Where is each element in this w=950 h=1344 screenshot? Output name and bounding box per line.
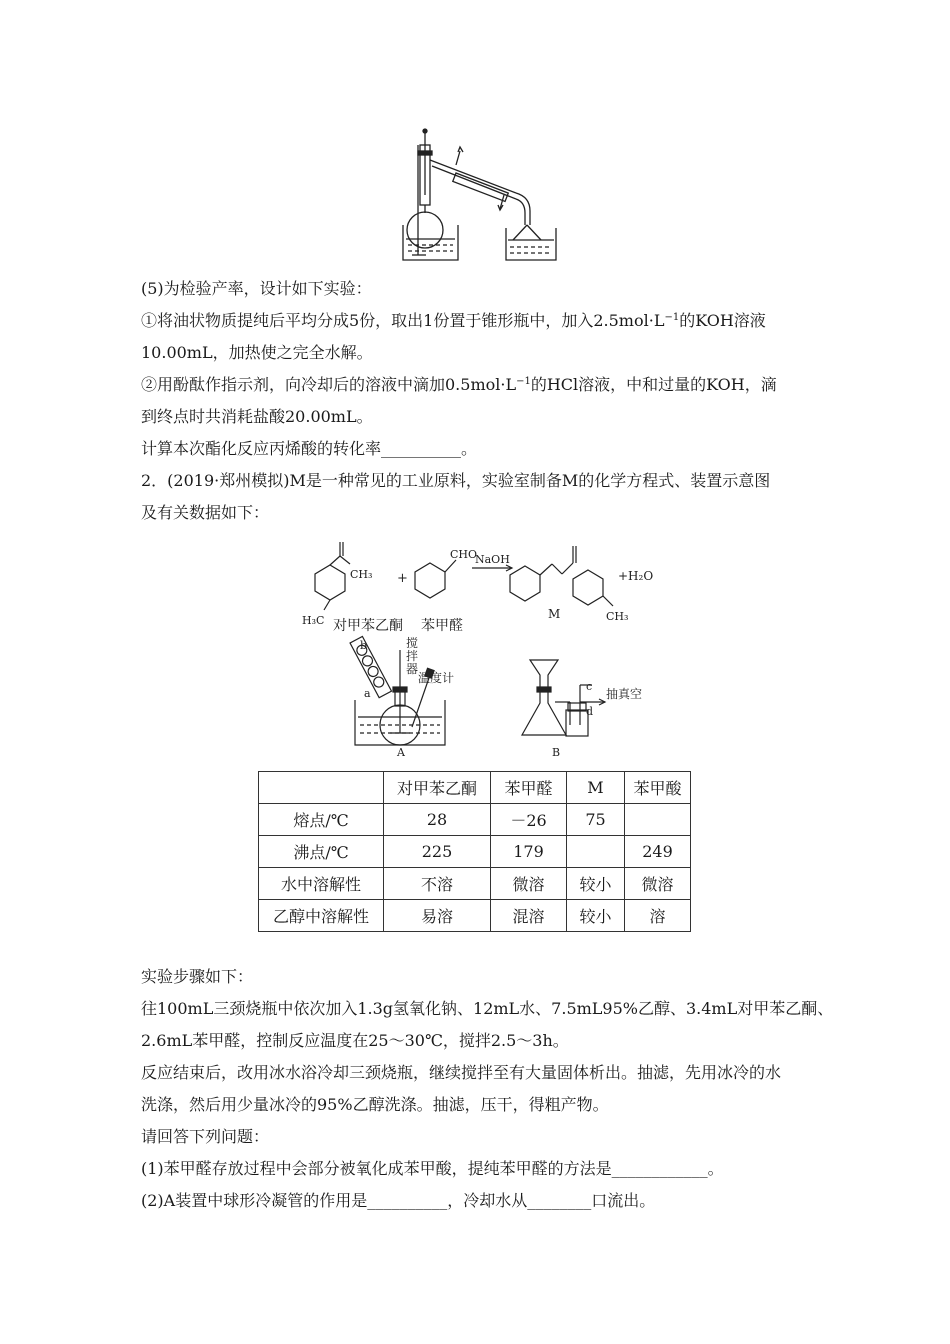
table-cell: 水中溶解性	[259, 868, 384, 900]
table-header-cell	[259, 772, 384, 804]
section5-question: 计算本次酯化反应丙烯酸的转化率__________。	[141, 439, 478, 458]
reactant2-cho: CHO	[450, 548, 478, 561]
table-cell: 沸点/℃	[259, 836, 384, 868]
properties-table	[258, 771, 691, 932]
step1-text-a: ①将油状物质提纯后平均分成5份，取出1份置于锥形瓶中，加入2.5mol·L	[141, 311, 665, 330]
reagent-naoh: NaOH	[475, 553, 510, 566]
table-cell: 不溶	[384, 868, 491, 900]
label-b: b	[360, 639, 368, 652]
procedure-heading: 实验步骤如下：	[141, 967, 254, 986]
procedure-line3: 反应结束后，改用冰水浴冷却三颈烧瓶，继续搅拌至有大量固体析出。抽滤，先用冰冷的水	[141, 1063, 782, 1082]
thermometer-label: 温度计	[418, 671, 455, 685]
procedure-line5: 请回答下列问题：	[141, 1127, 270, 1146]
table-header-row	[259, 772, 691, 804]
plus-sign: +	[397, 571, 408, 586]
apparatus-ab-figure	[330, 635, 660, 760]
label-d: d	[586, 705, 594, 718]
step2-superscript: −1	[516, 376, 531, 387]
table-row	[259, 900, 691, 932]
label-a: a	[364, 687, 371, 700]
problem2-intro-line2: 及有关数据如下：	[141, 503, 270, 522]
table-cell: 熔点/℃	[259, 804, 384, 836]
step1-superscript: −1	[664, 312, 680, 323]
step2-text-b: 的HCl溶液，中和过量的KOH，滴	[530, 375, 777, 394]
table-header-cell: 对甲苯乙酮	[384, 772, 491, 804]
question-1: (1)苯甲醛存放过程中会部分被氧化成苯甲酸，提纯苯甲醛的方法是____________。	[141, 1159, 724, 1178]
section5-step1-line1	[141, 310, 820, 332]
table-cell: 溶	[625, 900, 691, 932]
distillation-apparatus-figure	[398, 125, 573, 265]
procedure-line1: 往100mL三颈烧瓶中依次加入1.3g氢氧化钠、12mL水、7.5mL95%乙醇、3.4mL对甲苯乙酮、	[141, 999, 834, 1018]
table-cell: 225	[384, 836, 491, 868]
procedure-line4: 洗涤，然后用少量冰冷的95%乙醇洗涤。抽滤，压干，得粗产物。	[141, 1095, 609, 1114]
table-header-cell: M	[567, 772, 625, 804]
table-cell: 249	[625, 836, 691, 868]
table-header-cell: 苯甲酸	[625, 772, 691, 804]
table-cell: 乙醇中溶解性	[259, 900, 384, 932]
table-cell: 较小	[567, 868, 625, 900]
label-A: A	[397, 746, 405, 759]
vacuum-label: 抽真空	[606, 687, 643, 701]
question-2: (2)A装置中球形冷凝管的作用是__________，冷却水从________口流出。	[141, 1191, 656, 1210]
stirrer-label-2: 拌	[406, 649, 419, 663]
table-cell: 较小	[567, 900, 625, 932]
step1-text-b: 的KOH溶液	[679, 311, 766, 330]
procedure-line2: 2.6mL苯甲醛，控制反应温度在25～30℃，搅拌2.5～3h。	[141, 1031, 569, 1050]
table-cell	[625, 804, 691, 836]
step2-text-a: ②用酚酞作指示剂，向冷却后的溶液中滴加0.5mol·L	[141, 375, 517, 394]
table-row	[259, 868, 691, 900]
section5-step1-line2: 10.00mL，加热使之完全水解。	[141, 343, 373, 362]
table-cell: －26	[491, 804, 567, 836]
stirrer-label-3: 器	[406, 662, 419, 676]
table-cell: 75	[567, 804, 625, 836]
label-reactant1: 对甲苯乙酮	[333, 618, 403, 634]
table-cell: 28	[384, 804, 491, 836]
label-reactant2: 苯甲醛	[421, 618, 463, 634]
label-c: c	[586, 680, 593, 693]
stirrer-label-1: 搅	[406, 636, 419, 650]
problem2-intro-line1: 2．(2019·郑州模拟)M是一种常见的工业原料，实验室制备M的化学方程式、装置示意图	[141, 471, 771, 490]
product-ch3: CH₃	[606, 610, 629, 623]
product-water: +H₂O	[618, 569, 654, 583]
table-cell: 易溶	[384, 900, 491, 932]
product-label-m: M	[548, 607, 561, 621]
section5-title: (5)为检验产率，设计如下实验：	[141, 279, 372, 298]
table-cell: 混溶	[491, 900, 567, 932]
table-cell: 179	[491, 836, 567, 868]
reactant1-ch3: CH₃	[350, 568, 373, 581]
table-cell: 微溶	[491, 868, 567, 900]
label-B: B	[552, 746, 561, 759]
table-cell	[567, 836, 625, 868]
section5-step2-line1	[141, 374, 820, 396]
section5-step2-line2: 到终点时共消耗盐酸20.00mL。	[141, 407, 373, 426]
table-row	[259, 836, 691, 868]
reactant1-methyl: H₃C	[302, 614, 325, 627]
table-cell: 微溶	[625, 868, 691, 900]
table-row	[259, 804, 691, 836]
table-header-cell: 苯甲醛	[491, 772, 567, 804]
